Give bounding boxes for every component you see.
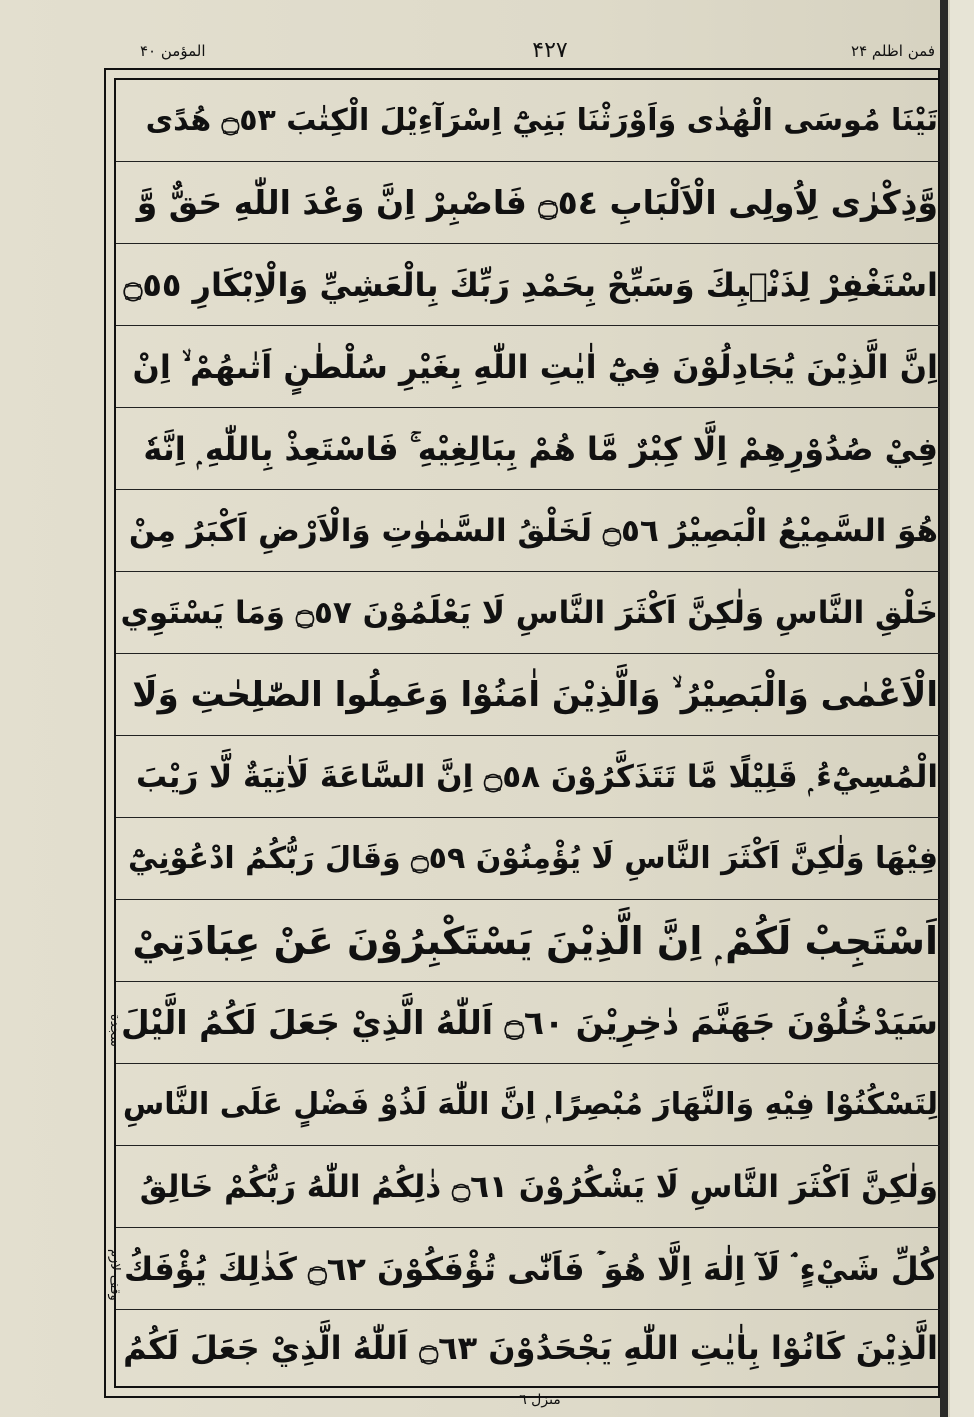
- line-text: الْاَعْمٰى وَالْبَصِيْرُ ۙ وَالَّذِيْنَ اٰمَنُوْا وَعَمِلُوا الصّٰلِحٰتِ وَلَا: [132, 674, 938, 715]
- line-text: كُلِّ شَيْءٍ ۘ لَآ اِلٰهَ اِلَّا هُوَ ۡ فَاَنّٰى تُؤْفَكُوْنَ ۝٦٢ كَذٰلِكَ يُؤْفَكُ: [124, 1249, 938, 1288]
- line-text: اِنَّ الَّذِيْنَ يُجَادِلُوْنَ فِيْٓ اٰيٰتِ اللّٰهِ بِغَيْرِ سُلْطٰنٍ اَتٰىهُمْ ۙ اِنْ: [132, 347, 938, 386]
- text-line: [116, 572, 940, 654]
- text-block: [116, 80, 940, 1386]
- manzil-footer: منزل ٦: [519, 1392, 561, 1408]
- text-line: [116, 982, 940, 1064]
- line-text: اسْتَغْفِرْ لِذَنْۢبِكَ وَسَبِّحْ بِحَمْدِ رَبِّكَ بِالْعَشِيِّ وَالْاِبْكَارِ ۝٥٥: [123, 265, 938, 304]
- text-line: [116, 1228, 940, 1310]
- line-text: وَّذِكْرٰى لِاُولِى الْاَلْبَابِ ۝٥٤ فَاصْبِرْ اِنَّ وَعْدَ اللّٰهِ حَقٌّ وَّ: [136, 182, 938, 222]
- page-edge: [950, 0, 974, 1417]
- text-line: [116, 80, 940, 162]
- text-line: [116, 1146, 940, 1228]
- text-line: [116, 1310, 940, 1386]
- line-text: لِتَسْكُنُوْا فِيْهِ وَالنَّهَارَ مُبْصِرًا ۭ اِنَّ اللّٰهَ لَذُوْ فَضْلٍ عَلَى النَّاسِ: [122, 1086, 938, 1122]
- text-line: [116, 490, 940, 572]
- margin-mark: سجدة: [107, 1013, 122, 1047]
- text-line: [116, 654, 940, 736]
- text-line: [116, 244, 940, 326]
- line-text: فِيْ صُدُوْرِهِمْ اِلَّا كِبْرٌ مَّا هُمْ بِبَالِغِيْهِ ۚ فَاسْتَعِذْ بِاللّٰهِ ۭ اِنَّهٗ: [143, 429, 938, 468]
- juz-header: فمن اظلم ۲۴: [851, 42, 935, 60]
- text-line: [116, 326, 940, 408]
- text-line: [116, 1064, 940, 1146]
- line-text: الْمُسِيْٓءُ ۭ قَلِيْلًا مَّا تَتَذَكَّرُوْنَ ۝٥٨ اِنَّ السَّاعَةَ لَاٰتِيَةٌ لَّا رَيْبَ: [135, 758, 938, 795]
- surah-header: المؤمن ۴۰: [140, 42, 206, 60]
- text-line: [116, 408, 940, 490]
- line-text: هُوَ السَّمِيْعُ الْبَصِيْرُ ۝٥٦ لَخَلْقُ السَّمٰوٰتِ وَالْاَرْضِ اَكْبَرُ مِنْ: [128, 512, 938, 549]
- page-number: ۴۲۷: [532, 38, 568, 63]
- binding-line: [940, 0, 948, 1417]
- line-text: اَسْتَجِبْ لَكُمْ ۭ اِنَّ الَّذِيْنَ يَسْتَكْبِرُوْنَ عَنْ عِبَادَتِيْ: [132, 918, 938, 963]
- line-text: الَّذِيْنَ كَانُوْا بِاٰيٰتِ اللّٰهِ يَجْحَدُوْنَ ۝٦٣ اَللّٰهُ الَّذِيْ جَعَلَ لَكُمُ: [123, 1329, 938, 1367]
- text-line: [116, 736, 940, 818]
- text-line: [116, 162, 940, 244]
- line-text: تَيْنَا مُوسَى الْهُدٰى وَاَوْرَثْنَا بَنِيْٓ اِسْرَآءِيْلَ الْكِتٰبَ ۝٥٣ هُدًى: [145, 102, 938, 138]
- line-text: وَلٰكِنَّ اَكْثَرَ النَّاسِ لَا يَشْكُرُوْنَ ۝٦١ ذٰلِكُمُ اللّٰهُ رَبُّكُمْ خَالِقُ: [139, 1168, 938, 1205]
- line-text: فِيْهَا وَلٰكِنَّ اَكْثَرَ النَّاسِ لَا يُؤْمِنُوْنَ ۝٥٩ وَقَالَ رَبُّكُمُ ادْعُوْنِيْٓ: [128, 840, 938, 876]
- line-text: خَلْقِ النَّاسِ وَلٰكِنَّ اَكْثَرَ النَّاسِ لَا يَعْلَمُوْنَ ۝٥٧ وَمَا يَسْتَوِي: [120, 594, 938, 631]
- margin-mark: وقف لازم: [107, 1249, 122, 1301]
- text-line: [116, 818, 940, 900]
- text-line: [116, 900, 940, 982]
- line-text: سَيَدْخُلُوْنَ جَهَنَّمَ دٰخِرِيْنَ ۝٦٠ اَللّٰهُ الَّذِيْ جَعَلَ لَكُمُ الَّيْلَ: [120, 1002, 938, 1042]
